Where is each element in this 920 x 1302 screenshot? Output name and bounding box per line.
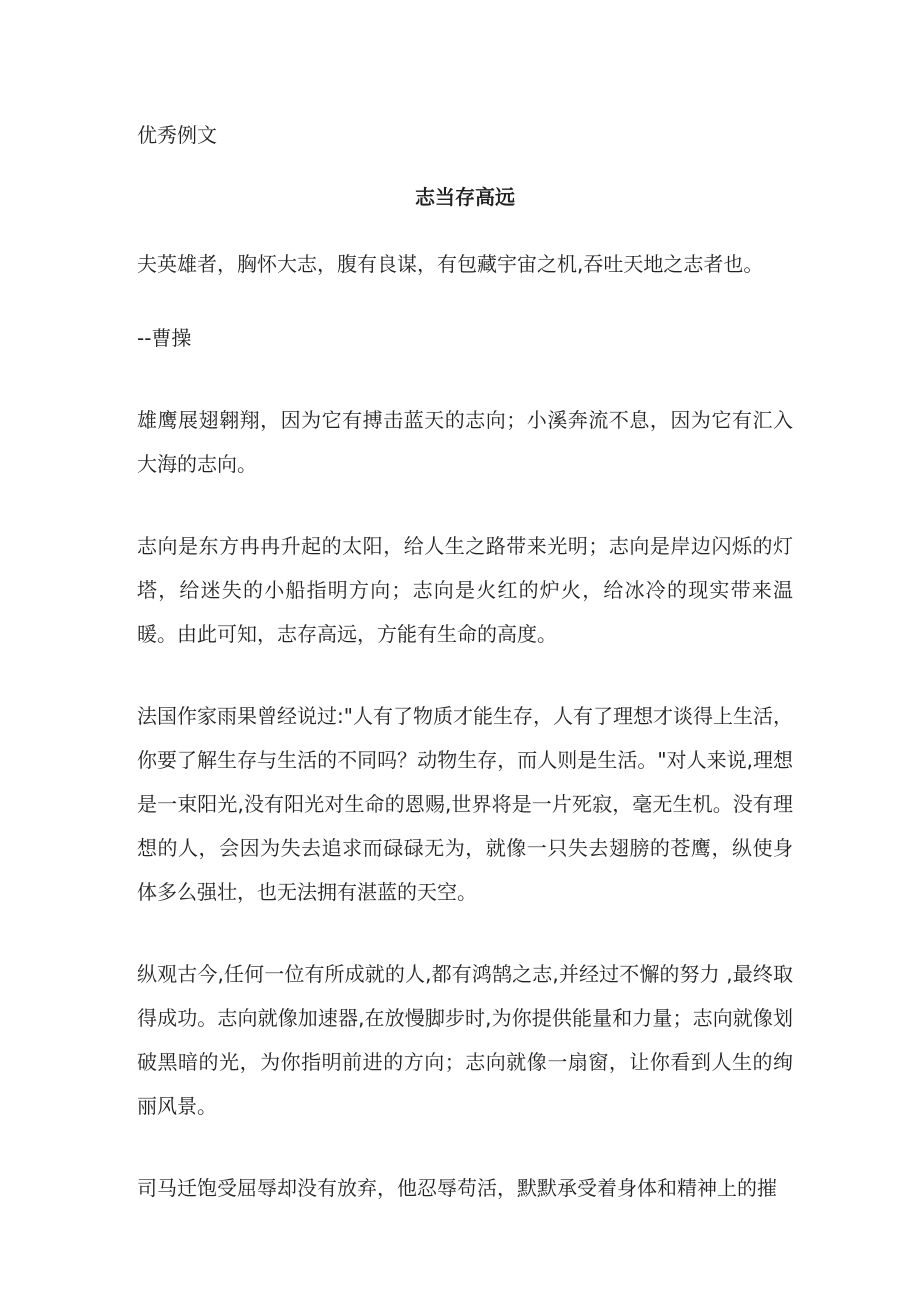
section-label: 优秀例文 bbox=[137, 123, 217, 147]
quote-attribution: --曹操 bbox=[137, 326, 192, 350]
paragraph-sima-qian: 司马迁饱受屈辱却没有放弃，他忍辱苟活，默默承受着身体和精神上的摧 bbox=[137, 1176, 777, 1200]
paragraph-history: 纵观古今,任何一位有所成就的人,都有鸿鹄之志,并经过不懈的努力 ,最终取得成功。志向就像加速器,在放慢脚步时,为你提供能量和力量；志向就像划破黑暗的光，为你指明前进的方向；志向就像一扇窗，让你看到人生的绚丽风景。 bbox=[137, 962, 793, 1118]
paragraph-eagle-stream: 雄鹰展翅翱翔，因为它有搏击蓝天的志向；小溪奔流不息，因为它有汇入大海的志向。 bbox=[137, 408, 793, 476]
document-body bbox=[137, 118, 793, 1248]
opening-quote: 夫英雄者，胸怀大志，腹有良谋，有包藏宇宙之机,吞吐天地之志者也。 bbox=[137, 252, 764, 276]
paragraph-hugo-quote: 法国作家雨果曾经说过:"人有了物质才能生存，人有了理想才谈得上生活，你要了解生存与生活的不同吗？动物生存，而人则是生活。"对人来说,理想是一束阳光,没有阳光对生命的恩赐,世界将是一片死寂，毫无生机。没有理想的人，会因为失去追求而碌碌无为，就像一只失去翅膀的苍鹰，纵使身体多么强壮，也无法拥有湛蓝的天空。 bbox=[137, 704, 793, 904]
essay-title: 志当存高远 bbox=[415, 185, 515, 209]
paragraph-aspiration-metaphors: 志向是东方冉冉升起的太阳，给人生之路带来光明；志向是岸边闪烁的灯塔，给迷失的小船指明方向；志向是火红的炉火，给冰冷的现实带来温暖。由此可知，志存高远，方能有生命的高度。 bbox=[137, 534, 793, 646]
